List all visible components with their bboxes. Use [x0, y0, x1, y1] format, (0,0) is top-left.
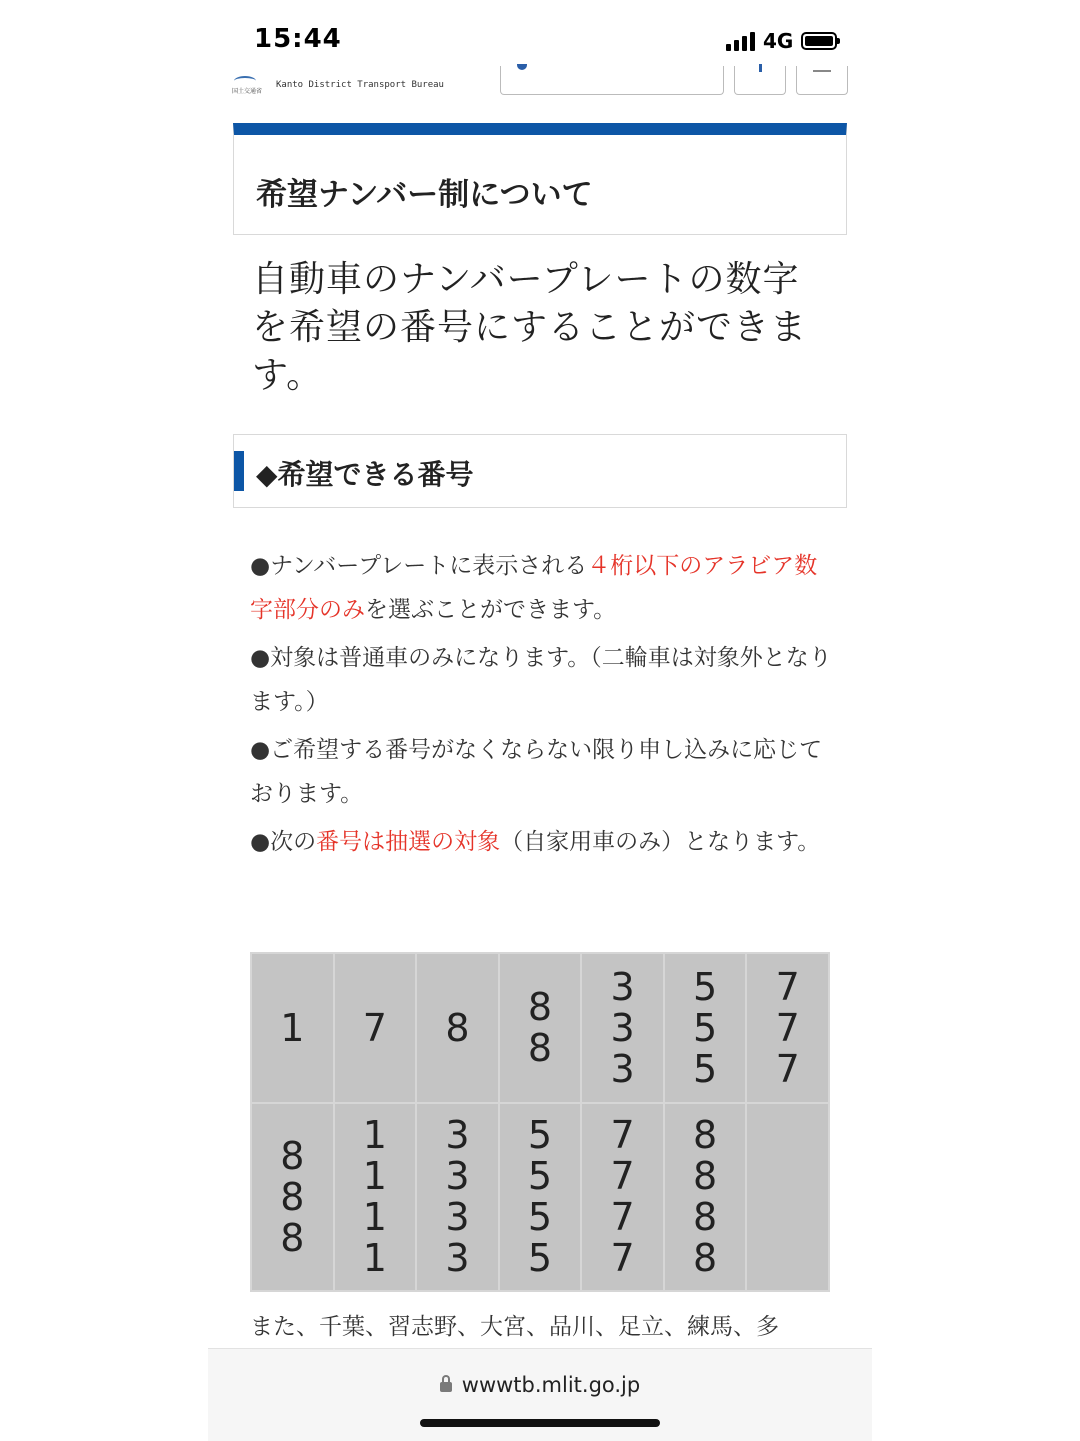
- menu-button[interactable]: [796, 66, 848, 95]
- number-cell: 1 1 1 1: [334, 1103, 417, 1291]
- bullet-item: ●次の番号は抽選の対象（自家用車のみ）となります。: [250, 829, 821, 855]
- lead-text: 自動車のナンバープレートの数字を希望の番号にすることができます。: [252, 259, 808, 396]
- number-cell: 5 5 5: [664, 953, 747, 1103]
- page-title: 希望ナンバー制について: [256, 177, 593, 213]
- section-header: [233, 434, 847, 508]
- lock-icon: [440, 1382, 452, 1392]
- table-row: [251, 1103, 829, 1291]
- battery-icon: [801, 32, 837, 50]
- bullet-item: ●ナンバープレートに表示される４桁以下のアラビア数字部分のみを選ぶことができます。: [250, 553, 818, 623]
- empty-cell: [746, 1103, 829, 1291]
- status-indicators: [726, 28, 837, 54]
- header-button[interactable]: [734, 66, 786, 95]
- table-row: [251, 953, 829, 1103]
- url-text: wwwtb.mlit.go.jp: [461, 1373, 641, 1397]
- number-cell: 8 8 8: [251, 1103, 334, 1291]
- number-cell: 7 7 7: [746, 953, 829, 1103]
- browser-address-bar[interactable]: [208, 1348, 872, 1441]
- signal-strength-icon: [726, 31, 755, 51]
- number-cell: 8 8: [499, 953, 582, 1103]
- home-indicator[interactable]: [420, 1419, 660, 1427]
- menu-icon: [813, 70, 831, 72]
- org-name: Kanto District Transport Bureau: [276, 80, 444, 90]
- header-button-icon: [759, 64, 762, 72]
- lottery-number-table: [250, 952, 830, 1292]
- site-header: [228, 70, 852, 100]
- number-cell: 7: [334, 953, 417, 1103]
- section-accent-bar: [234, 451, 244, 491]
- number-cell: 7 7 7 7: [581, 1103, 664, 1291]
- number-cell: 1: [251, 953, 334, 1103]
- bullet-item: ●対象は普通車のみになります。（二輪車は対象外となります。）: [250, 645, 832, 715]
- ministry-logo-icon[interactable]: 国土交通省: [232, 76, 260, 96]
- bullet-item: ●ご希望する番号がなくならない限り申し込みに応じております。: [250, 737, 823, 807]
- number-cell: 3 3 3: [581, 953, 664, 1103]
- page-title-box: [233, 123, 847, 235]
- status-time: 15:44: [254, 24, 342, 54]
- bullet-list: [250, 544, 840, 868]
- highlight-text: ４桁以下のアラビア数字部分のみ: [250, 553, 818, 623]
- search-icon: [517, 64, 527, 70]
- number-cell: 5 5 5 5: [499, 1103, 582, 1291]
- trailing-text: また、千葉、習志野、大宮、品川、足立、練馬、多: [250, 1314, 779, 1340]
- section-title: ◆希望できる番号: [256, 458, 474, 491]
- search-input[interactable]: [500, 66, 724, 95]
- network-type: 4G: [763, 29, 794, 53]
- highlight-text: 番号は抽選の対象: [316, 829, 501, 855]
- url-display[interactable]: [208, 1373, 872, 1397]
- number-cell: 8: [416, 953, 499, 1103]
- number-cell: 3 3 3 3: [416, 1103, 499, 1291]
- number-cell: 8 8 8 8: [664, 1103, 747, 1291]
